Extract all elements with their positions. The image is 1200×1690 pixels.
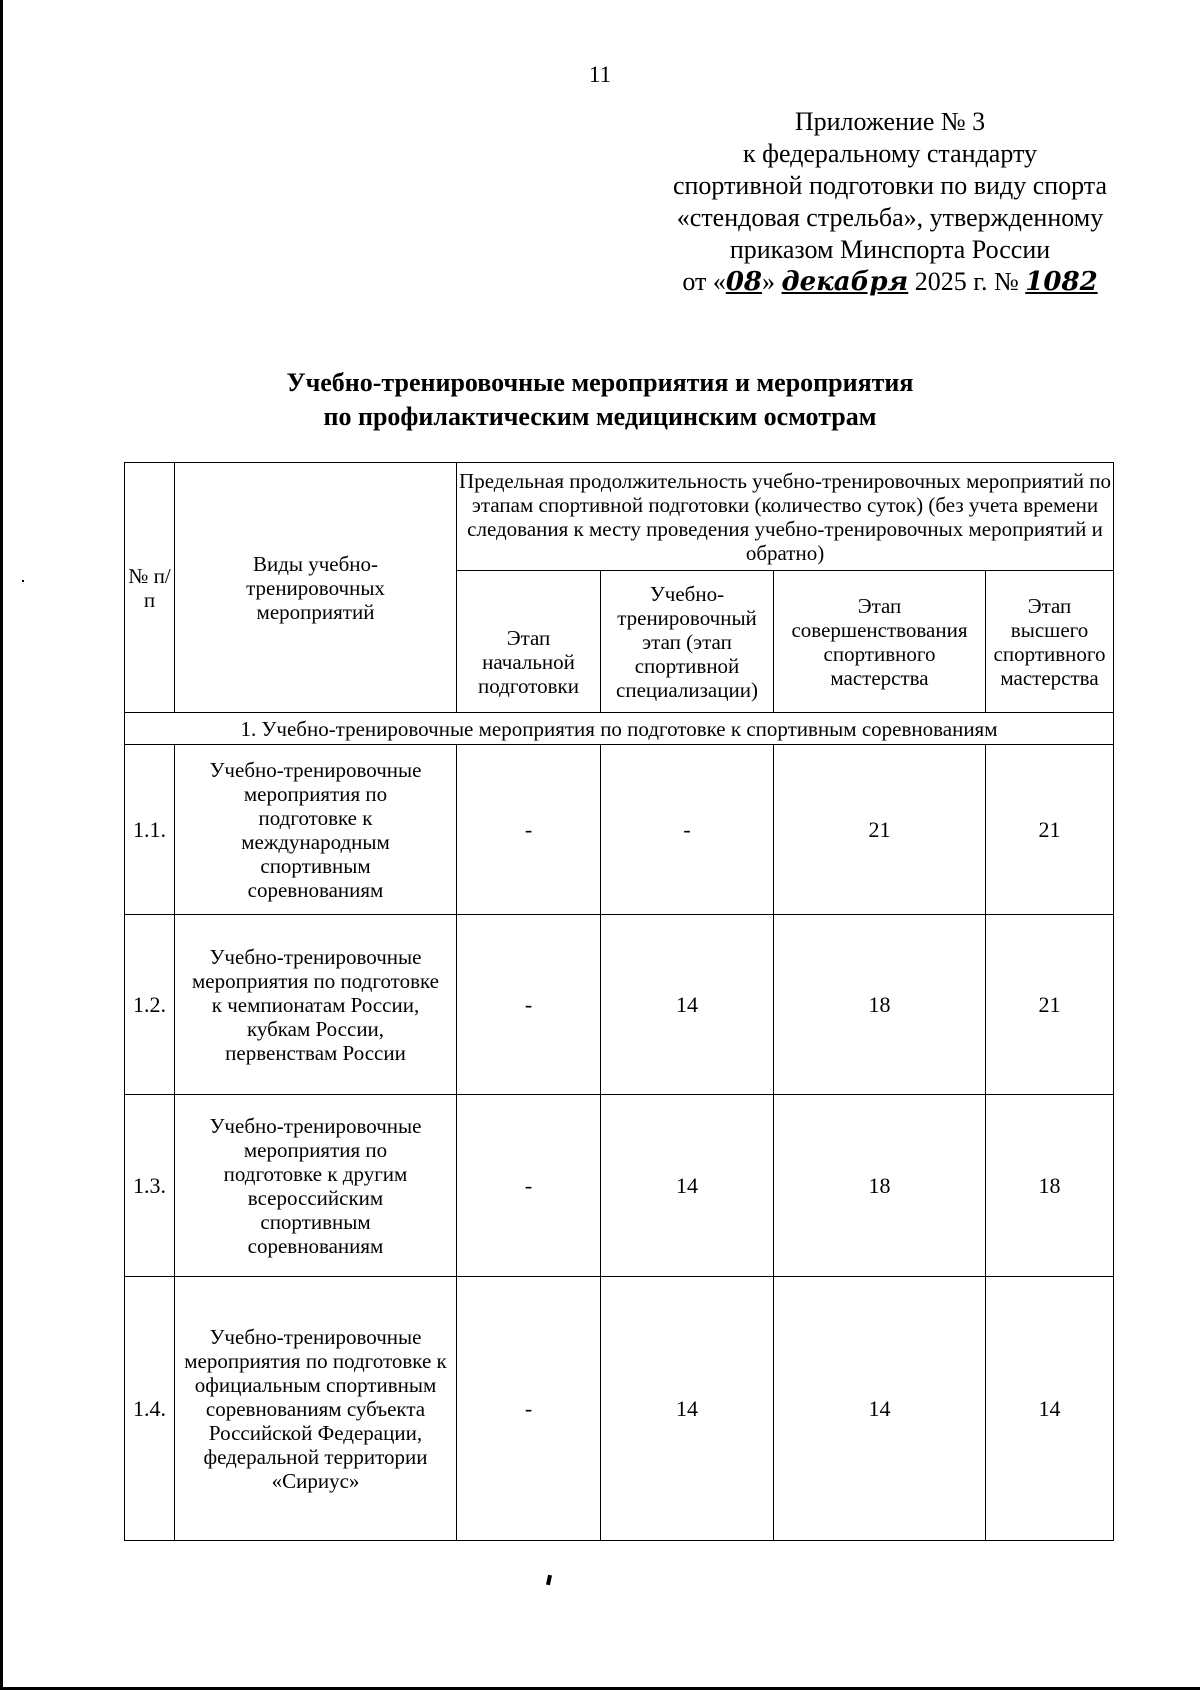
- date-year: 2025 г. №: [908, 267, 1026, 296]
- row-value-initial: -: [457, 1277, 601, 1541]
- row-value-improvement: 18: [774, 1095, 986, 1277]
- appendix-line-1: Приложение № 3: [794, 107, 986, 136]
- row-value-higher: 21: [986, 915, 1114, 1095]
- handwritten-month: декабря: [781, 267, 909, 297]
- row-number: 1.3.: [125, 1095, 175, 1277]
- row-value-improvement: 18: [774, 915, 986, 1095]
- handwritten-order-number: 1082: [1025, 267, 1098, 297]
- header-stage-higher: Этап высшего спортивного мастерства: [986, 571, 1114, 713]
- appendix-line-2: к федеральному стандарту: [742, 139, 1038, 168]
- row-value-training: 14: [601, 915, 774, 1095]
- row-event-name: Учебно-тренировочные мероприятия по подготовке к чемпионатам России, кубкам России, первенствам России: [175, 915, 457, 1095]
- row-value-training: -: [601, 745, 774, 915]
- header-stage-training: Учебно-тренировочный этап (этап спортивной специализации): [601, 571, 774, 713]
- row-number: 1.2.: [125, 915, 175, 1095]
- appendix-line-3: спортивной подготовки по виду спорта: [672, 171, 1108, 200]
- scan-speck: [22, 580, 24, 582]
- appendix-line-5: приказом Минспорта России: [729, 235, 1051, 264]
- row-number: 1.1.: [125, 745, 175, 915]
- document-title: [0, 366, 1200, 434]
- row-event-name: Учебно-тренировочные мероприятия по подготовке к официальным спортивным соревнованиям субъекта Российской Федерации, федеральной территории «Сириус»: [175, 1277, 457, 1541]
- row-value-initial: -: [457, 1095, 601, 1277]
- document-title-line-2: по профилактическим медицинским осмотрам: [323, 402, 877, 431]
- appendix-block: [640, 106, 1140, 298]
- order-date-line: [640, 266, 1140, 298]
- row-value-improvement: 14: [774, 1277, 986, 1541]
- row-number: 1.4.: [125, 1277, 175, 1541]
- row-event-name: Учебно-тренировочные мероприятия по подготовке к другим всероссийским спортивным соревнованиям: [175, 1095, 457, 1277]
- table-header-row: [125, 463, 1114, 571]
- scan-left-edge: [0, 0, 3, 1690]
- header-event-kind: Виды учебно-тренировочных мероприятий: [175, 463, 457, 713]
- row-value-higher: 21: [986, 745, 1114, 915]
- header-stage-improvement: Этап совершенствования спортивного мастерства: [774, 571, 986, 713]
- date-prefix: от «: [682, 267, 726, 296]
- header-duration: Предельная продолжительность учебно-тренировочных мероприятий по этапам спортивной подготовки (количество суток) (без учета времени следования к месту проведения учебно-тренировочных мероприятий и обратно): [457, 463, 1114, 571]
- row-value-higher: 18: [986, 1095, 1114, 1277]
- date-mid: »: [762, 267, 782, 296]
- scan-mark: [546, 1575, 552, 1586]
- training-events-table: [124, 462, 1114, 1541]
- table-row: [125, 915, 1114, 1095]
- row-value-initial: -: [457, 915, 601, 1095]
- header-number: № п/п: [125, 463, 175, 713]
- row-value-training: 14: [601, 1095, 774, 1277]
- document-title-line-1: Учебно-тренировочные мероприятия и мероприятия: [286, 368, 914, 397]
- section-title: 1. Учебно-тренировочные мероприятия по подготовке к спортивным соревнованиям: [125, 713, 1114, 745]
- row-value-higher: 14: [986, 1277, 1114, 1541]
- header-stage-initial: Этап начальной подготовки: [457, 571, 601, 713]
- row-value-training: 14: [601, 1277, 774, 1541]
- table-row: [125, 1277, 1114, 1541]
- appendix-line-4: «стендовая стрельба», утвержденному: [676, 203, 1104, 232]
- page-number: 11: [588, 62, 612, 87]
- row-value-initial: -: [457, 745, 601, 915]
- row-value-improvement: 21: [774, 745, 986, 915]
- table-row: [125, 1095, 1114, 1277]
- table-section-row: [125, 713, 1114, 745]
- handwritten-day: 08: [725, 267, 763, 297]
- row-event-name: Учебно-тренировочные мероприятия по подготовке к международным спортивным соревнованиям: [175, 745, 457, 915]
- table-row: [125, 745, 1114, 915]
